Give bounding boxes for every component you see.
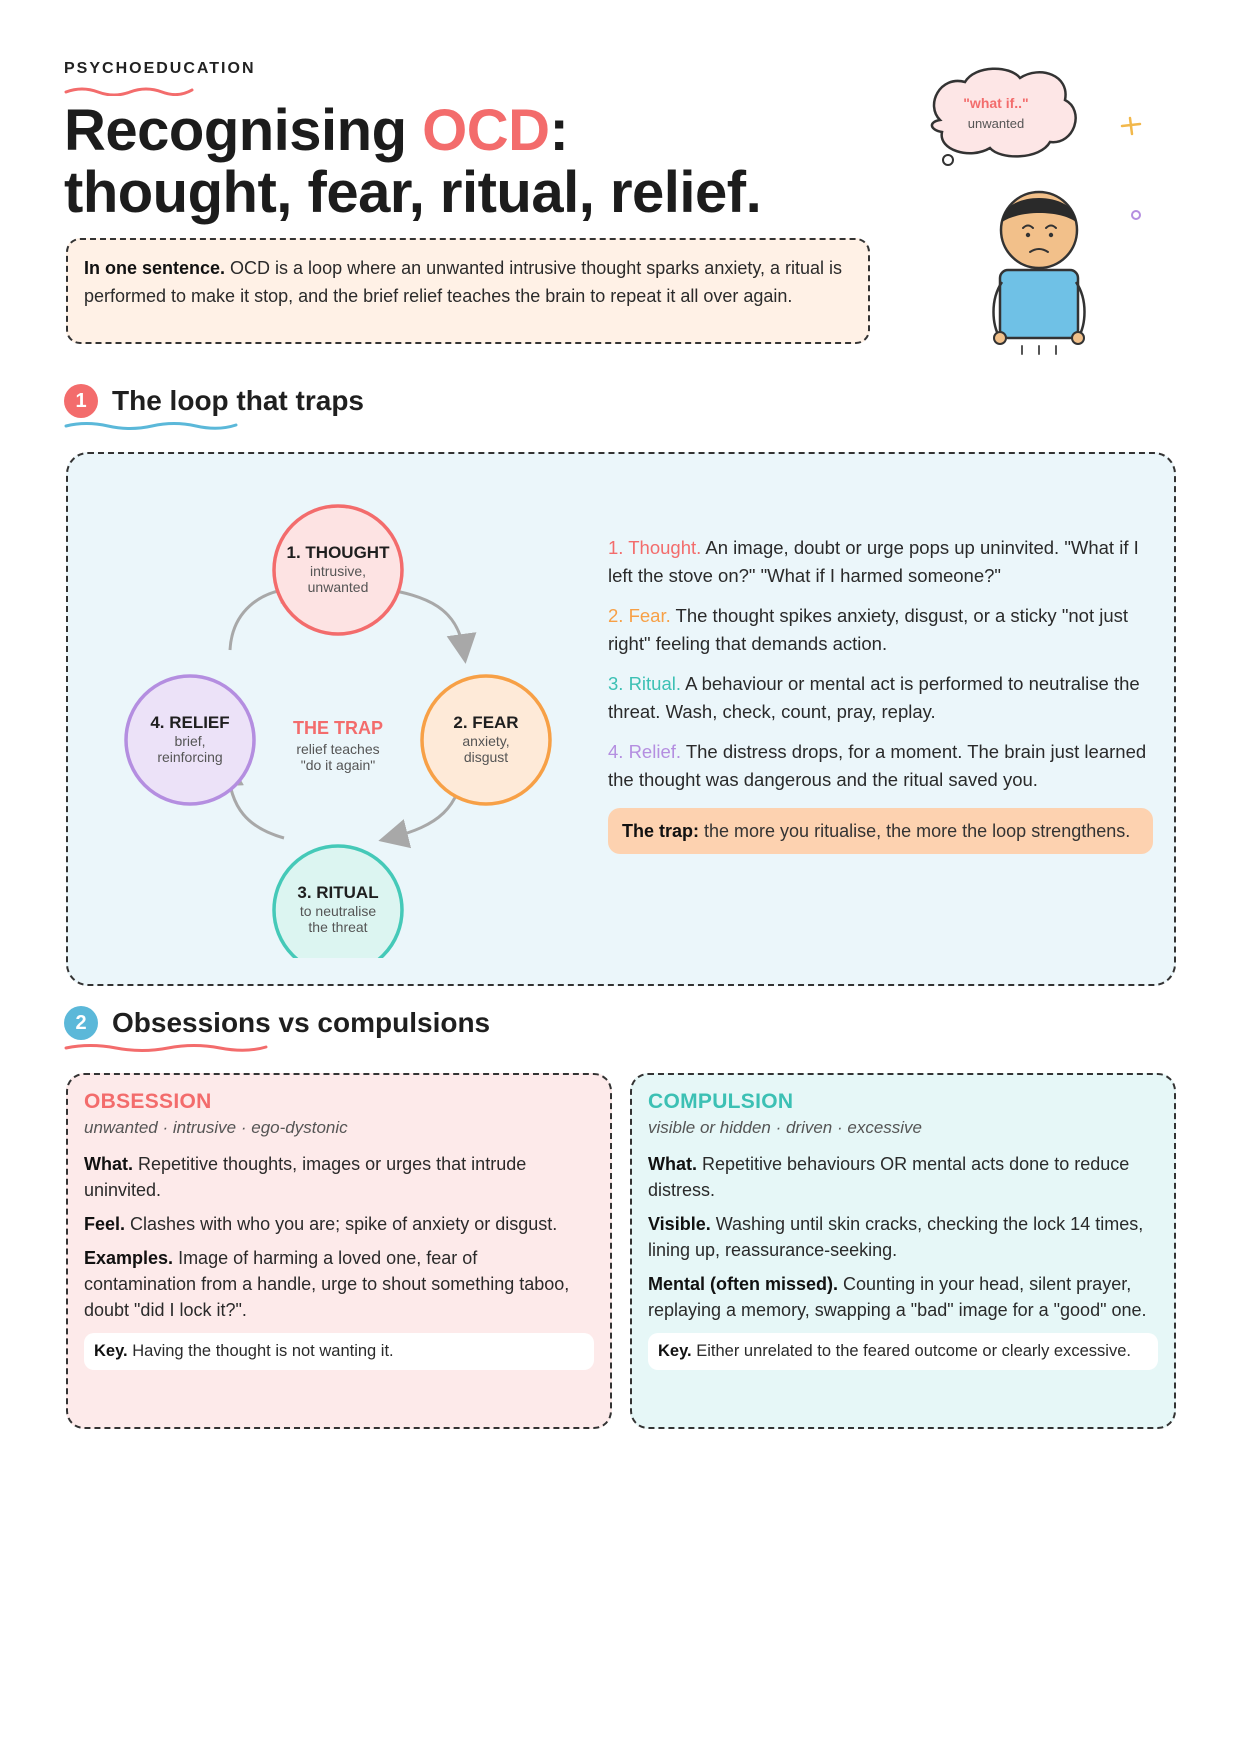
person-icon [994, 192, 1085, 354]
compulsion-key-text: Either unrelated to the feared outcome or clearly excessive. [691, 1342, 1131, 1360]
cycle-center-line2: "do it again" [300, 757, 376, 773]
obsession-examples-text: Image of harming a loved one, fear of contamination from a handle, urge to shout something taboo, doubt "did I lock it?". [84, 1248, 570, 1320]
relief-node-line2: reinforcing [157, 749, 223, 765]
section-1-underline [64, 420, 239, 432]
cycle-node-relief [126, 676, 254, 804]
step-thought-text: An image, doubt or urge pops up uninvited. "What if I left the stove on?" "What if I harmed someone?" [608, 537, 1139, 586]
compulsion-title: COMPULSION [648, 1090, 794, 1113]
step-ritual-label: 3. Ritual. [608, 673, 682, 694]
section-1-title: The loop that traps [112, 385, 364, 416]
summary-text: OCD is a loop where an unwanted intrusive thought sparks anxiety, a ritual is performed to make it stop, and the brief relief teaches the brain to repeat it all over again. [84, 258, 843, 306]
compulsion-mental-text: Counting in your head, silent prayer, replaying a memory, swapping a "bad" image for a "good" one. [648, 1274, 1147, 1320]
bubble-text-2: unwanted [967, 116, 1025, 131]
cycle-center-title: THE TRAP [293, 718, 383, 738]
obsession-examples-label: Examples. [84, 1248, 174, 1268]
obsession-title: OBSESSION [84, 1090, 212, 1113]
trap-callout-text: the more you ritualise, the more the loop strengthens. [699, 821, 1131, 841]
small-circle-icon [1132, 211, 1140, 219]
ritual-node-line2: the threat [308, 919, 368, 935]
title-line1-post: : [549, 98, 569, 163]
step-thought-label: 1. Thought. [608, 537, 702, 558]
cycle-node-fear [422, 676, 550, 804]
trap-callout-lead: The trap: [622, 821, 700, 841]
relief-node-title: 4. RELIEF [150, 713, 230, 732]
summary-lead: In one sentence. [84, 258, 226, 278]
obsession-row-examples [84, 1245, 594, 1323]
title-line2: thought, fear, ritual, relief. [64, 160, 762, 225]
obsession-feel-label: Feel. [84, 1214, 126, 1234]
fear-node-line1: anxiety, [462, 733, 510, 749]
obsession-key [84, 1333, 594, 1370]
compulsion-row-mental [648, 1271, 1158, 1323]
ritual-node-title: 3. RITUAL [297, 883, 379, 902]
section-2-underline [64, 1042, 269, 1054]
obsession-card [66, 1073, 612, 1429]
obsession-feel-text: Clashes with who you are; spike of anxiety or disgust. [125, 1214, 558, 1234]
ocd-cycle-diagram [98, 478, 578, 958]
cycle-node-ritual [274, 846, 402, 958]
compulsion-card [630, 1073, 1176, 1429]
compulsion-subtitle: visible or hidden · driven · excessive [648, 1118, 923, 1137]
thought-node-title: 1. THOUGHT [286, 543, 390, 562]
eyebrow-squiggle [64, 84, 194, 96]
step-fear-label: 2. Fear. [608, 605, 671, 626]
step-ritual-text: A behaviour or mental act is performed to neutralise the threat. Wash, check, count, pray, replay. [608, 673, 1140, 722]
step-fear [608, 602, 1153, 658]
step-fear-text: The thought spikes anxiety, disgust, or a sticky "not just right" feeling that demands action. [608, 605, 1129, 654]
title-line1-pre: Recognising [64, 98, 423, 163]
bubble-text-1: "what if.." [963, 95, 1029, 111]
summary-box [66, 238, 870, 344]
page-title [64, 100, 761, 224]
section-1-badge: 1 [64, 384, 98, 418]
relief-node-line1: brief, [174, 733, 206, 749]
obsession-key-text: Having the thought is not wanting it. [127, 1342, 394, 1360]
obsession-key-label: Key. [94, 1342, 128, 1360]
section-1-heading [64, 384, 364, 418]
step-relief-label: 4. Relief. [608, 741, 682, 762]
sparkle-icon [1122, 118, 1140, 134]
cycle-center-line1: relief teaches [296, 741, 380, 757]
step-ritual [608, 670, 1153, 726]
fear-node-title: 2. FEAR [453, 713, 519, 732]
eyebrow-label: PSYCHOEDUCATION [64, 60, 256, 77]
compulsion-key [648, 1333, 1158, 1370]
section-2-heading [64, 1006, 490, 1040]
fear-node-line2: disgust [463, 749, 509, 765]
step-thought [608, 534, 1153, 590]
compulsion-visible-text: Washing until skin cracks, checking the lock 14 times, lining up, reassurance-seeking. [648, 1214, 1144, 1260]
thought-node-line1: intrusive, [309, 563, 367, 579]
trap-callout [608, 808, 1153, 854]
obsession-subtitle: unwanted · intrusive · ego-dystonic [84, 1118, 348, 1137]
cycle-node-thought [274, 506, 402, 634]
thought-node-line2: unwanted [307, 579, 369, 595]
section-2-title: Obsessions vs compulsions [112, 1007, 491, 1038]
section-2-badge: 2 [64, 1006, 98, 1040]
obsession-row-what [84, 1151, 594, 1203]
compulsion-row-what [648, 1151, 1158, 1203]
compulsion-what-label: What. [648, 1154, 697, 1174]
obsession-what-label: What. [84, 1154, 133, 1174]
compulsion-mental-label: Mental (often missed). [648, 1274, 839, 1294]
compulsion-row-visible [648, 1211, 1158, 1263]
compulsion-visible-label: Visible. [648, 1214, 711, 1234]
obsession-what-text: Repetitive thoughts, images or urges that intrude uninvited. [84, 1154, 527, 1200]
step-relief-text: The distress drops, for a moment. The brain just learned the thought was dangerous and the ritual saved you. [608, 741, 1147, 790]
ritual-node-line1: to neutralise [299, 903, 377, 919]
worried-person-illustration [920, 60, 1160, 360]
compulsion-what-text: Repetitive behaviours OR mental acts done to reduce distress. [648, 1154, 1130, 1200]
obsession-row-feel [84, 1211, 594, 1237]
compulsion-key-label: Key. [658, 1342, 692, 1360]
loop-steps-list [608, 534, 1153, 854]
loop-panel [66, 452, 1176, 986]
title-accent: OCD [422, 98, 550, 163]
step-relief [608, 738, 1153, 794]
